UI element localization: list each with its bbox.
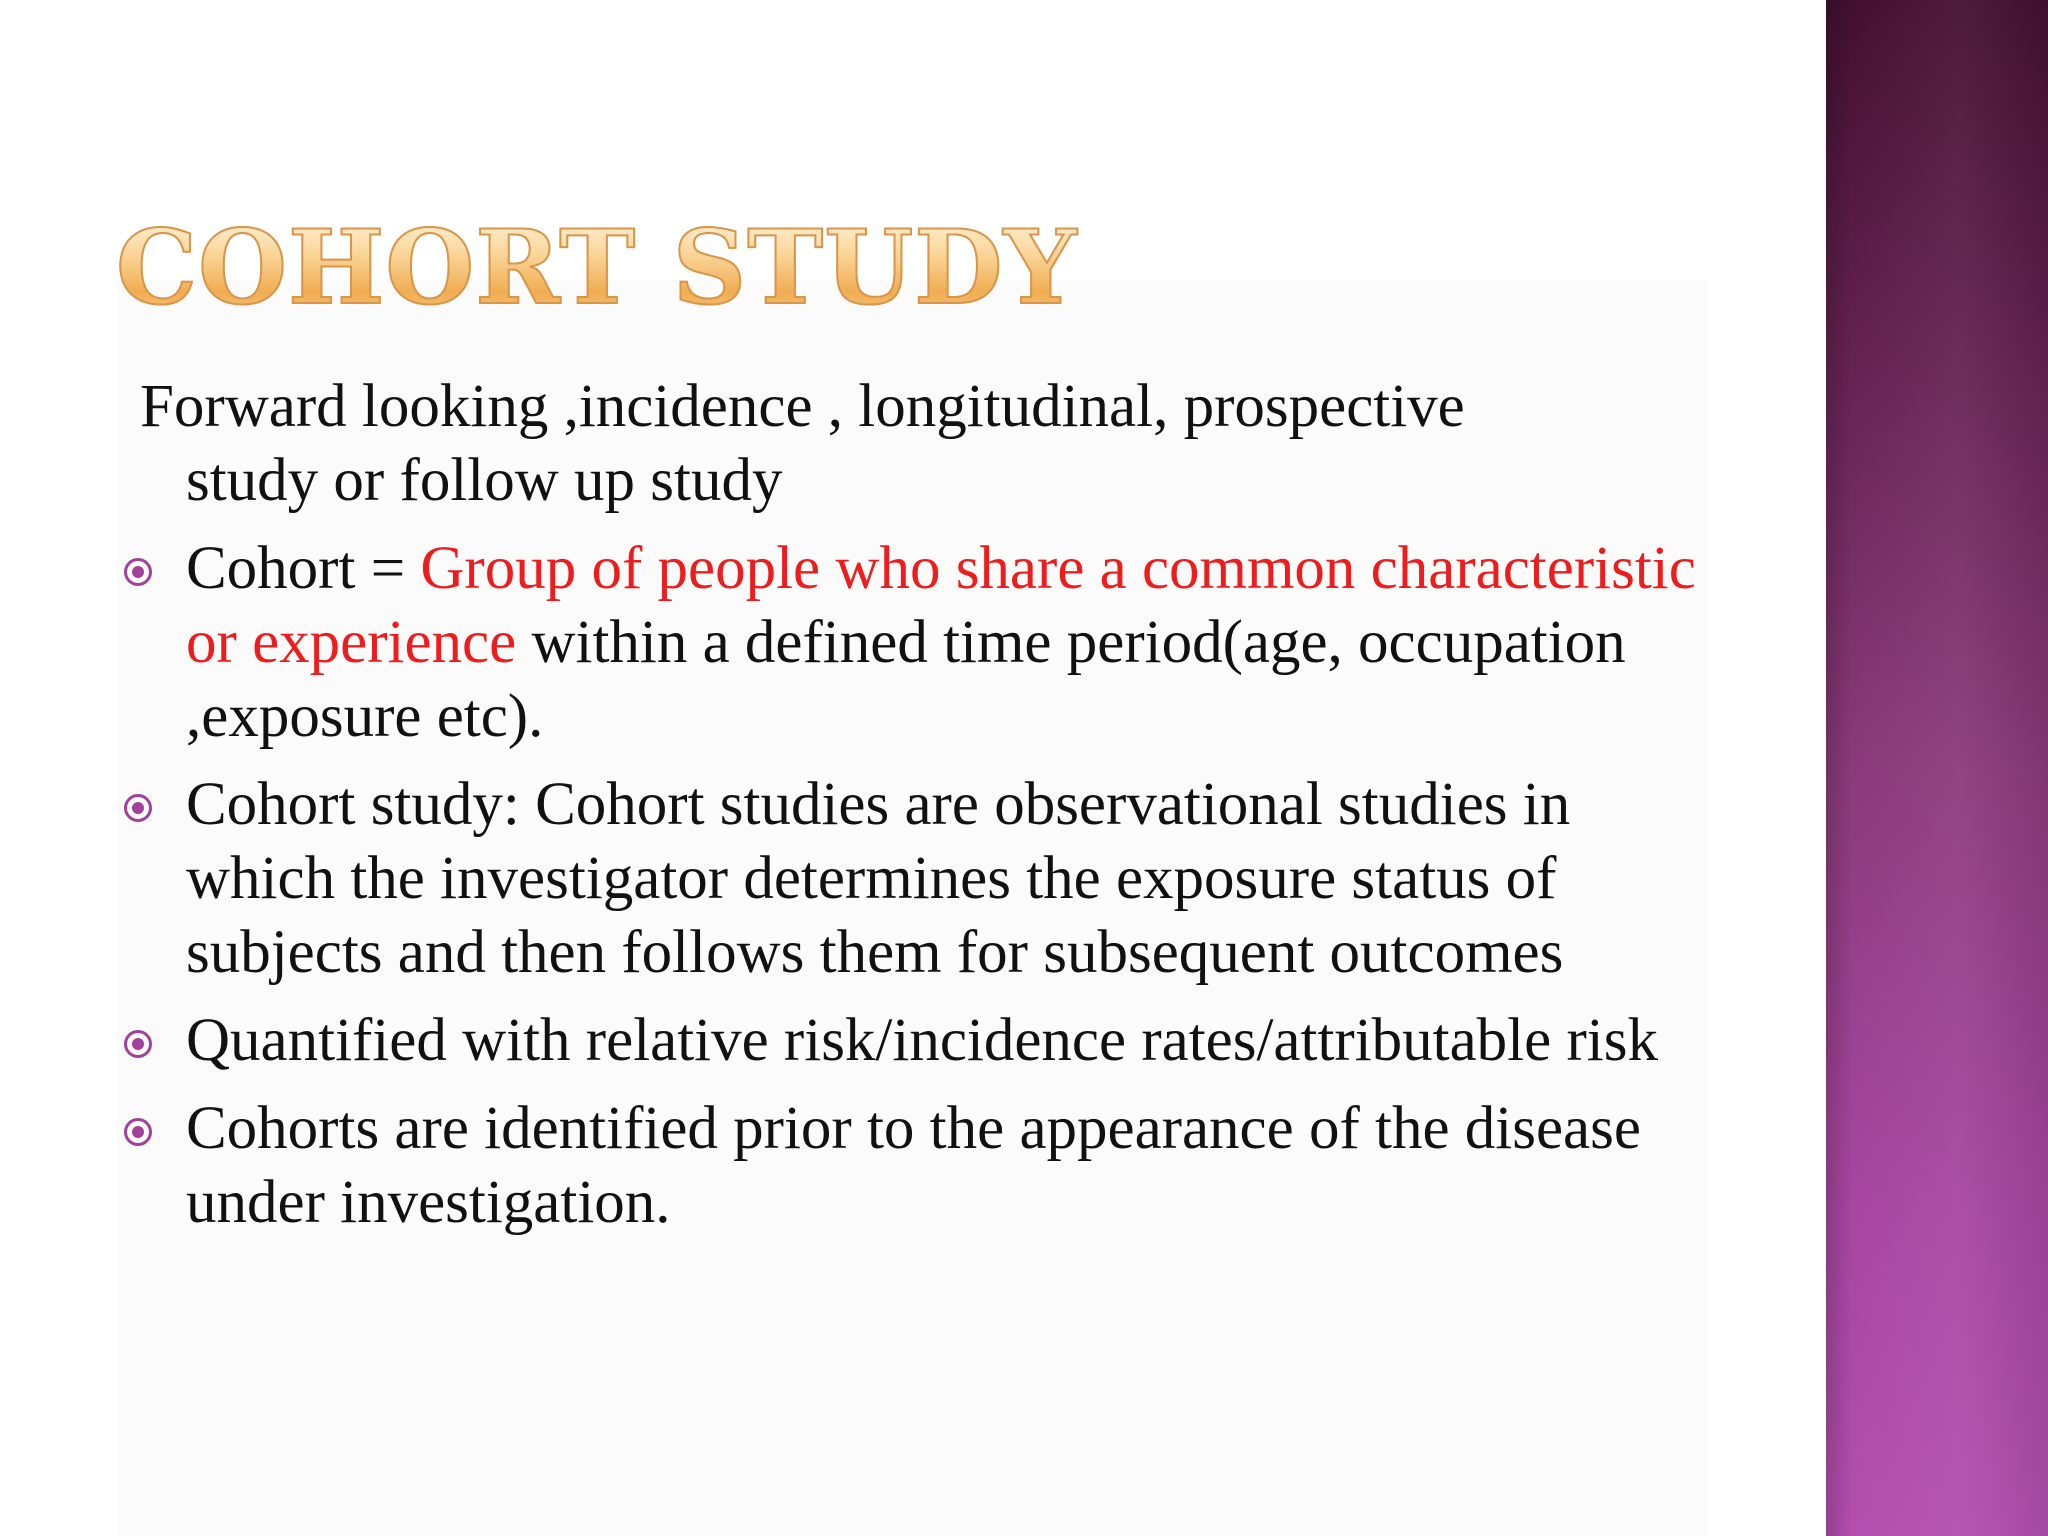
intro-line-1: Forward looking ,incidence , longitudinal, prospective: [140, 373, 1465, 440]
circled-dot-bullet-icon: [124, 1030, 152, 1058]
intro-paragraph: [130, 370, 1710, 518]
bullet-item-quantified: [130, 1004, 1710, 1078]
bullet-item-cohort-definition: [130, 532, 1710, 754]
cohort-definition-suffix: within a defined time period(age, occupation ,exposure etc).: [186, 609, 1626, 750]
intro-line-2: study or follow up study: [186, 447, 783, 514]
quantified-text: Quantified with relative risk/incidence rates/attributable risk: [186, 1007, 1658, 1074]
cohort-definition-prefix: Cohort =: [186, 535, 421, 602]
identified-prior-text: Cohorts are identified prior to the appearance of the disease under investigation.: [186, 1095, 1641, 1236]
bullet-item-cohort-study: [130, 768, 1710, 990]
slide-body: [130, 370, 1710, 1254]
cohort-study-text: Cohort study: Cohort studies are observational studies in which the investigator determines the exposure status of subjects and then follows them for subsequent outcomes: [186, 771, 1571, 986]
slide-title: COHORT STUDY: [116, 208, 1078, 328]
cohort-definition-highlight: Group of people who share a common characteristic or experience: [186, 535, 1696, 676]
circled-dot-bullet-icon: [124, 558, 152, 586]
decorative-side-band: [1826, 0, 2048, 1536]
circled-dot-bullet-icon: [124, 794, 152, 822]
circled-dot-bullet-icon: [124, 1118, 152, 1146]
bullet-item-identified-prior: [130, 1092, 1710, 1240]
